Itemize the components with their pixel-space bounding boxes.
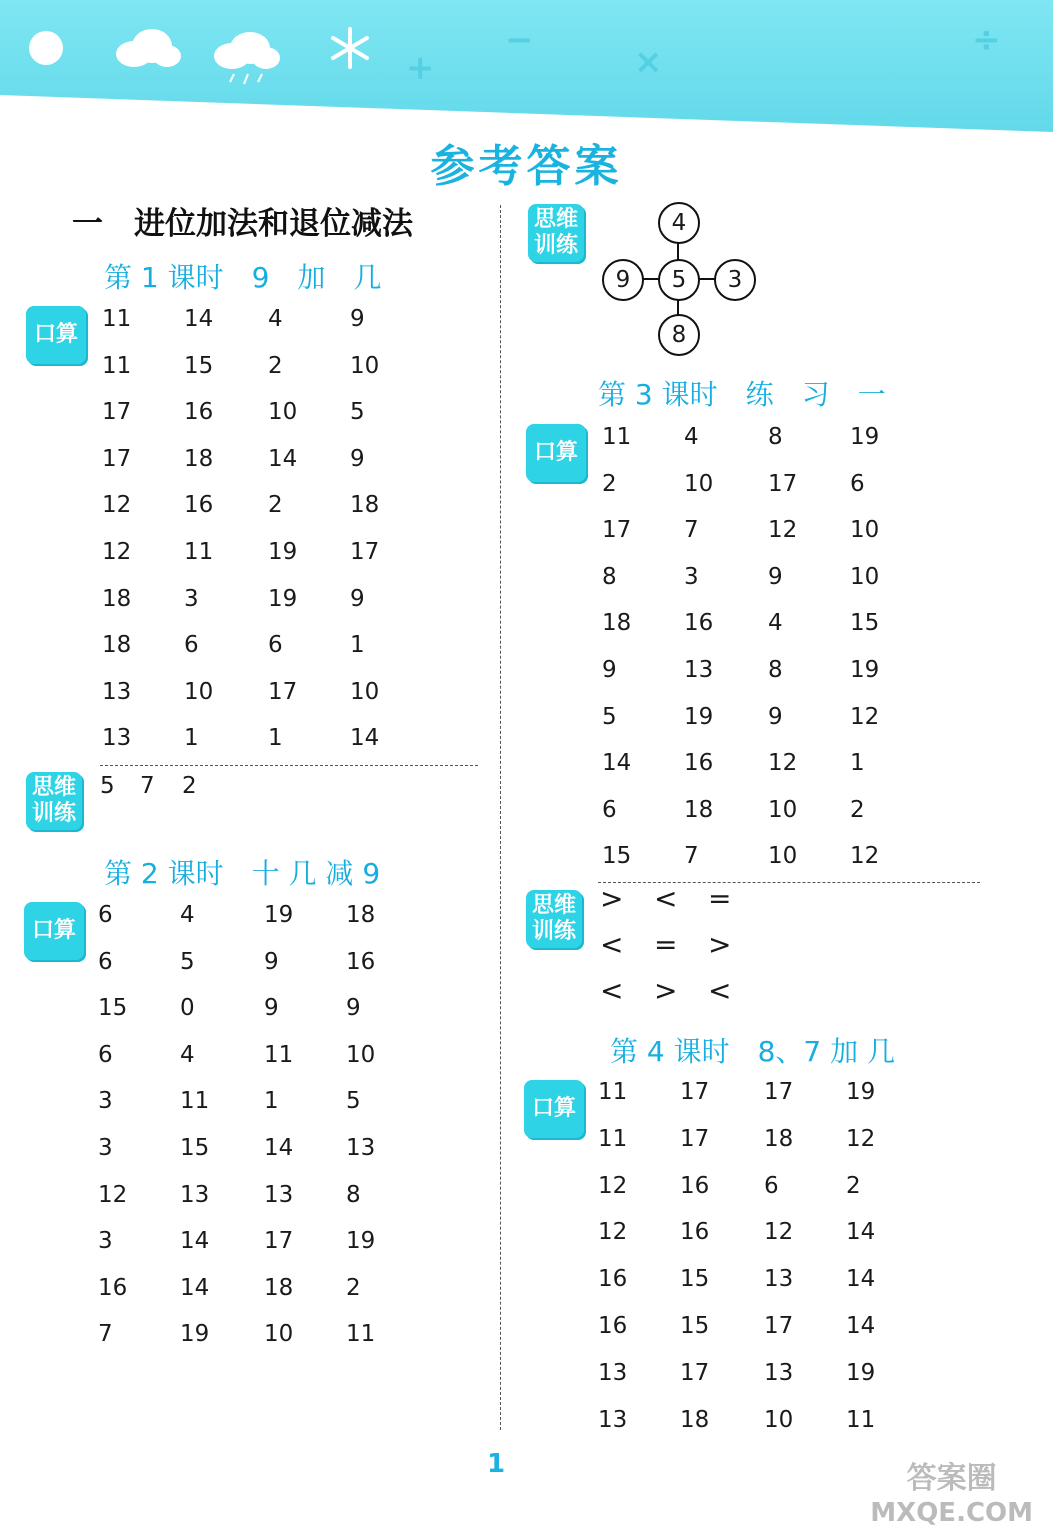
plus-icon: +: [406, 48, 435, 88]
thinking-tag: 思维 训练: [26, 772, 82, 830]
answer-cell: 15: [680, 1313, 710, 1339]
answer-cell: 10: [350, 352, 380, 379]
answer-cell: 17: [350, 539, 380, 565]
answer-cell: 3: [684, 563, 699, 590]
answer-row: [598, 1313, 898, 1343]
answer-row: [602, 657, 902, 687]
answer-cell: 13: [102, 725, 132, 752]
answer-cell: 12: [850, 703, 880, 730]
unit-heading: 一 进位加法和退位减法: [72, 206, 413, 242]
answer-cell: 6: [764, 1172, 779, 1199]
answer-cell: 3: [98, 1228, 113, 1255]
answer-cell: 8: [768, 657, 783, 683]
answer-cell: 18: [680, 1406, 710, 1433]
answer-cell: 4: [180, 1041, 195, 1068]
divide-icon: ÷: [972, 20, 1001, 60]
answer-cell: 14: [180, 1274, 210, 1301]
answer-cell: 16: [680, 1172, 710, 1199]
answer-row: [98, 1135, 398, 1165]
answer-cell: 15: [602, 843, 632, 870]
page-title: 参考答案: [430, 141, 623, 192]
cross-node-left: 9: [602, 259, 644, 301]
answer-cell: 9: [346, 995, 361, 1022]
page-number: 1: [487, 1449, 506, 1479]
answer-cell: 18: [684, 796, 714, 823]
answer-cell: 10: [264, 1321, 294, 1348]
answer-cell: 17: [680, 1359, 710, 1386]
lesson-2-title: 第 2 课时 十 几 减 9: [104, 857, 381, 890]
sun-icon: [26, 28, 66, 68]
answer-cell: 11: [598, 1125, 628, 1152]
answer-cell: 9: [768, 563, 783, 590]
answer-cell: 6: [602, 796, 617, 823]
answer-row: [98, 949, 398, 979]
answer-cell: 10: [184, 678, 214, 705]
thinking-answer: 7: [140, 773, 155, 799]
answer-cell: 16: [184, 399, 214, 426]
answer-row: [602, 471, 902, 501]
answer-cell: 19: [850, 657, 880, 683]
answer-cell: 17: [102, 399, 132, 426]
answer-cell: 2: [602, 470, 617, 497]
answer-cell: 9: [264, 948, 279, 975]
answer-cell: 19: [268, 539, 298, 565]
answer-cell: 13: [346, 1135, 376, 1161]
answer-cell: 19: [684, 703, 714, 730]
answer-row: [602, 750, 902, 780]
answer-row: [102, 353, 402, 383]
answer-cell: 2: [268, 492, 283, 519]
answer-cell: 18: [102, 585, 132, 612]
answer-cell: 4: [684, 424, 699, 450]
answer-cell: 5: [602, 703, 617, 730]
thinking-tag: 思维 训练: [528, 204, 584, 262]
answer-row: [102, 539, 402, 569]
rain-cloud-icon: [210, 28, 284, 86]
answer-row: [602, 704, 902, 734]
answer-cell: 3: [98, 1088, 113, 1115]
answer-cell: 15: [98, 995, 128, 1022]
compare-symbol: >: [708, 928, 732, 961]
answer-cell: 13: [180, 1181, 210, 1208]
answer-cell: 14: [602, 750, 632, 777]
answer-cell: 12: [102, 539, 132, 565]
answer-cell: 12: [102, 492, 132, 519]
answer-cell: 17: [268, 678, 298, 705]
answer-row: [598, 1360, 898, 1390]
answer-cell: 12: [598, 1172, 628, 1199]
answer-row: [102, 399, 402, 429]
snowflake-icon: [328, 26, 372, 70]
answer-cell: 13: [764, 1266, 794, 1293]
answer-cell: 6: [850, 470, 865, 497]
answer-cell: 12: [846, 1125, 876, 1152]
answer-cell: 12: [768, 750, 798, 777]
cloud-icon: [112, 24, 182, 70]
answer-cell: 13: [598, 1406, 628, 1433]
answer-row: [102, 306, 402, 336]
answer-cell: 12: [764, 1219, 794, 1246]
answer-cell: 12: [598, 1219, 628, 1246]
answer-cell: 11: [102, 306, 132, 332]
answer-cell: 5: [180, 948, 195, 975]
answer-cell: 18: [346, 902, 376, 928]
lesson-1-title: 第 1 课时 9 加 几: [104, 261, 382, 294]
cross-node-center: 5: [658, 259, 700, 301]
answer-cell: 10: [350, 678, 380, 705]
answer-cell: 1: [184, 725, 199, 752]
answer-cell: 1: [350, 632, 365, 659]
answer-cell: 2: [268, 352, 283, 379]
lesson-3-title: 第 3 课时 练 习 一: [598, 378, 886, 411]
answer-cell: 11: [346, 1321, 376, 1348]
times-icon: ×: [634, 42, 663, 82]
answer-cell: 17: [764, 1079, 794, 1105]
compare-symbol: >: [654, 974, 678, 1007]
answer-cell: 12: [850, 843, 880, 870]
answer-cell: 14: [350, 725, 380, 752]
answer-cell: 13: [264, 1181, 294, 1208]
answer-cell: 10: [850, 517, 880, 544]
answer-row: [98, 902, 398, 932]
compare-symbol: <: [600, 974, 624, 1007]
compare-symbol: >: [600, 882, 624, 915]
answer-cell: 1: [268, 725, 283, 752]
answer-cell: 19: [850, 424, 880, 450]
answer-cell: 17: [768, 470, 798, 497]
answer-cell: 16: [684, 610, 714, 637]
watermark-line-1: 答案圈: [906, 1461, 997, 1496]
compare-symbol: <: [708, 974, 732, 1007]
answer-cell: 14: [264, 1135, 294, 1161]
oral-tag: 口算: [24, 902, 84, 960]
answer-cell: 11: [598, 1079, 628, 1105]
answer-cell: 8: [768, 424, 783, 450]
answer-cell: 15: [180, 1135, 210, 1161]
answer-row: [598, 1407, 898, 1437]
compare-symbol: <: [654, 882, 678, 915]
answer-row: [102, 446, 402, 476]
answer-cell: 2: [850, 796, 865, 823]
answer-cell: 9: [768, 703, 783, 730]
answer-cell: 16: [184, 492, 214, 519]
answer-cell: 18: [184, 445, 214, 472]
answer-cell: 11: [602, 424, 632, 450]
answer-cell: 6: [184, 632, 199, 659]
oral-tag: 口算: [524, 1080, 584, 1138]
answer-cell: 19: [846, 1359, 876, 1386]
answer-cell: 16: [684, 750, 714, 777]
answer-cell: 13: [764, 1359, 794, 1386]
answer-row: [98, 1088, 398, 1118]
answer-row: [598, 1219, 898, 1249]
answer-cell: 14: [846, 1313, 876, 1339]
answer-cell: 15: [184, 352, 214, 379]
answer-cell: 19: [264, 902, 294, 928]
lesson-4-title: 第 4 课时 8、7 加 几: [610, 1035, 896, 1068]
answer-row: [602, 843, 902, 873]
answer-row: [98, 1321, 398, 1351]
answer-cell: 14: [846, 1219, 876, 1246]
answer-row: [98, 1228, 398, 1258]
answer-cell: 17: [264, 1228, 294, 1255]
answer-cell: 15: [850, 610, 880, 637]
answer-cell: 10: [850, 563, 880, 590]
answer-cell: 15: [680, 1266, 710, 1293]
answer-cell: 19: [846, 1079, 876, 1105]
compare-symbol: <: [600, 928, 624, 961]
answer-cell: 11: [846, 1406, 876, 1433]
answer-cell: 7: [98, 1321, 113, 1348]
answer-cell: 12: [98, 1181, 128, 1208]
answer-cell: 2: [346, 1274, 361, 1301]
answer-cell: 7: [684, 843, 699, 870]
cross-node-right: 3: [714, 259, 756, 301]
answer-row: [598, 1266, 898, 1296]
thinking-answer: 5: [100, 773, 115, 799]
answer-cell: 10: [768, 796, 798, 823]
answer-cell: 16: [598, 1266, 628, 1293]
answer-row: [602, 564, 902, 594]
answer-cell: 19: [268, 585, 298, 612]
answer-cell: 13: [102, 678, 132, 705]
answer-cell: 9: [350, 306, 365, 332]
watermark-line-2: MXQE.COM: [870, 1498, 1033, 1528]
answer-cell: 16: [598, 1313, 628, 1339]
cross-node-top: 4: [658, 202, 700, 244]
answer-cell: 16: [680, 1219, 710, 1246]
answer-cell: 18: [602, 610, 632, 637]
answer-cell: 3: [184, 585, 199, 612]
answer-cell: 1: [850, 750, 865, 777]
thinking-tag: 思维 训练: [526, 890, 582, 948]
answer-row: [102, 679, 402, 709]
answer-cell: 1: [264, 1088, 279, 1115]
answer-cell: 4: [768, 610, 783, 637]
answer-cell: 19: [346, 1228, 376, 1255]
answer-row: [598, 1173, 898, 1203]
oral-tag: 口算: [26, 306, 86, 364]
answer-cell: 8: [602, 563, 617, 590]
answer-row: [98, 1042, 398, 1072]
compare-symbol: =: [654, 928, 678, 961]
answer-cell: 7: [684, 517, 699, 544]
answer-cell: 17: [680, 1079, 710, 1105]
answer-row: [98, 1182, 398, 1212]
answer-row: [598, 1126, 898, 1156]
answer-cell: 14: [268, 445, 298, 472]
thinking-answer-row: [100, 773, 250, 803]
thinking-answer: 2: [182, 773, 197, 799]
answer-row: [602, 797, 902, 827]
answer-cell: 11: [102, 352, 132, 379]
answer-cell: 4: [268, 306, 283, 332]
answer-cell: 10: [268, 399, 298, 426]
answer-cell: 6: [268, 632, 283, 659]
answer-cell: 13: [598, 1359, 628, 1386]
answer-cell: 5: [346, 1088, 361, 1115]
answer-cell: 9: [264, 995, 279, 1022]
minus-icon: −: [505, 20, 534, 60]
answer-row: [102, 725, 402, 755]
answer-cell: 11: [264, 1041, 294, 1068]
answer-row: [598, 1079, 898, 1109]
oral-tag: 口算: [526, 424, 586, 482]
answer-cell: 10: [346, 1041, 376, 1068]
answer-cell: 10: [768, 843, 798, 870]
answer-row: [102, 586, 402, 616]
answer-cell: 14: [180, 1228, 210, 1255]
answer-cell: 9: [350, 445, 365, 472]
answer-row: [98, 1275, 398, 1305]
answer-cell: 8: [346, 1181, 361, 1208]
column-divider: [500, 205, 501, 1430]
answer-cell: 3: [98, 1135, 113, 1161]
answer-cell: 11: [180, 1088, 210, 1115]
answer-cell: 5: [350, 399, 365, 426]
answer-row: [98, 995, 398, 1025]
answer-cell: 13: [684, 657, 714, 683]
answer-row: [102, 632, 402, 662]
answer-cell: 18: [350, 492, 380, 519]
answer-cell: 19: [180, 1321, 210, 1348]
answer-cell: 12: [768, 517, 798, 544]
answer-cell: 17: [602, 517, 632, 544]
divider: [100, 765, 478, 766]
answer-cell: 9: [350, 585, 365, 612]
answer-cell: 10: [764, 1406, 794, 1433]
answer-cell: 18: [264, 1274, 294, 1301]
answer-row: [102, 492, 402, 522]
answer-cell: 14: [846, 1266, 876, 1293]
answer-cell: 17: [102, 445, 132, 472]
watermark: [870, 1462, 1033, 1530]
answer-cell: 18: [102, 632, 132, 659]
answer-cell: 4: [180, 902, 195, 928]
answer-cell: 17: [680, 1125, 710, 1152]
answer-cell: 14: [184, 306, 214, 332]
answer-cell: 11: [184, 539, 214, 565]
answer-cell: 6: [98, 1041, 113, 1068]
answer-row: [602, 424, 902, 454]
answer-cell: 9: [602, 657, 617, 683]
answer-cell: 0: [180, 995, 195, 1022]
answer-row: [602, 517, 902, 547]
answer-cell: 6: [98, 902, 113, 928]
answer-cell: 2: [846, 1172, 861, 1199]
cross-node-bottom: 8: [658, 314, 700, 356]
compare-symbol: =: [708, 882, 732, 915]
answer-cell: 17: [764, 1313, 794, 1339]
answer-row: [602, 610, 902, 640]
answer-cell: 10: [684, 470, 714, 497]
answer-cell: 18: [764, 1125, 794, 1152]
answer-cell: 16: [98, 1274, 128, 1301]
answer-cell: 16: [346, 948, 376, 975]
answer-cell: 6: [98, 948, 113, 975]
